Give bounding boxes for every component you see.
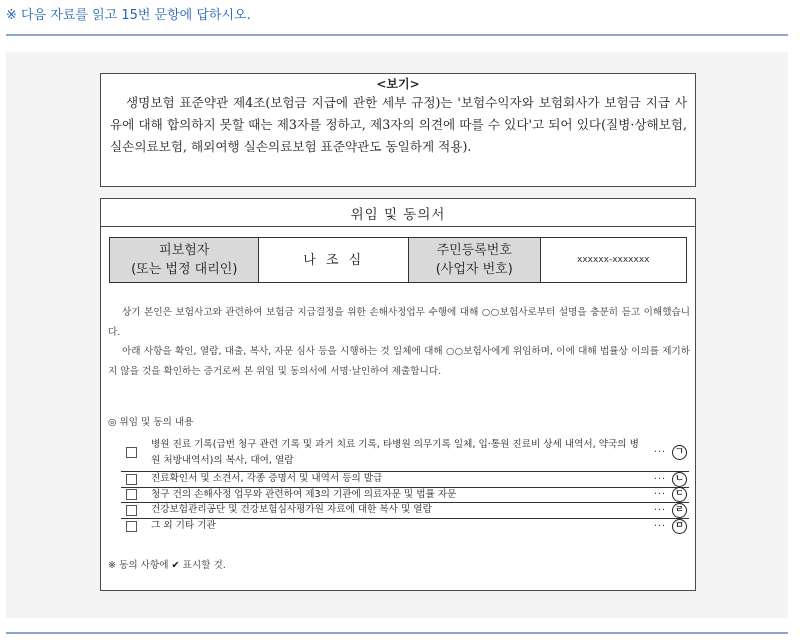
boki-box	[100, 73, 696, 187]
insured-label-cell	[110, 238, 259, 282]
consent-item-2	[121, 472, 689, 488]
statement-paragraph-1: 상기 본인은 보험사고와 관련하여 보험금 지급결정을 위한 손해사정업무 수행에 대해 ○○보험사로부터 설명을 충분히 듣고 이해했습니다.	[108, 307, 690, 338]
footnote-prefix: ※ 동의 사항에	[108, 560, 169, 571]
leader-dots: ···	[653, 473, 666, 485]
insured-label-sub: (또는 법정 대리인)	[131, 262, 238, 277]
consent-checkbox-1[interactable]	[126, 447, 137, 458]
consent-checkbox-4[interactable]	[126, 505, 137, 516]
circled-symbol-4: ㄹ	[672, 503, 687, 518]
consent-item-2-text: 진료확인서 및 소견서, 각종 증명서 및 내역서 등의 발급	[151, 473, 383, 485]
circled-symbol-2: ㄴ	[672, 472, 687, 487]
items-title: ◎ 위임 및 동의 내용	[108, 417, 194, 428]
circled-symbol-5: ㅁ	[672, 519, 687, 534]
consent-item-3	[121, 488, 689, 504]
statement-paragraph-2: 아래 사항을 확인, 열람, 대출, 복사, 자문 심사 등을 시행하는 것 일체에 대해 ○○보험사에게 위임하며, 이에 대해 법률상 이의를 제기하지 않을 것을 확인하는 증거로써 본 위임 및 동의서에 서명·날인하여 제출합니다.	[108, 346, 690, 377]
consent-checkbox-2[interactable]	[126, 474, 137, 485]
leader-dots: ···	[653, 489, 666, 501]
checkmark-icon: ✔	[171, 560, 180, 571]
consent-item-5-marker	[643, 519, 689, 534]
consent-item-4-text: 건강보험관리공단 및 건강보험심사평가원 자료에 대한 복사 및 열람	[151, 504, 432, 516]
consent-checkbox-5[interactable]	[126, 521, 137, 532]
insured-name-cell	[259, 238, 408, 282]
top-divider	[6, 34, 788, 36]
consent-item-1	[121, 434, 689, 472]
consent-title: 위임 및 동의서	[350, 207, 446, 223]
consent-item-3-marker	[643, 487, 689, 502]
consent-title-divider	[101, 226, 695, 227]
leader-dots: ···	[653, 447, 666, 458]
instruction-text: ※ 다음 자료를 읽고 15번 문항에 답하시오.	[6, 8, 251, 23]
consent-item-1-text: 병원 진료 기록(급번 청구 관련 기록 및 과거 치료 기록, 타병원 의무기록 일체, 입·통원 진료비 상세 내역서, 약국의 병원 처방내역서)의 복사, 대여, 열람	[151, 438, 639, 466]
consent-item-4-marker	[643, 503, 689, 518]
id-number-label: 주민등록번호	[436, 243, 512, 258]
consent-item-5	[121, 519, 689, 535]
consent-item-2-marker	[643, 472, 689, 487]
consent-items-list	[121, 434, 689, 534]
boki-title: <보기>	[376, 77, 420, 91]
footnote	[108, 557, 226, 571]
footnote-suffix: 표시할 것.	[182, 560, 226, 571]
consent-item-4	[121, 503, 689, 519]
consent-item-1-marker	[643, 445, 689, 460]
consent-statement	[108, 303, 690, 381]
leader-dots: ···	[653, 520, 666, 532]
insured-info-table	[109, 237, 687, 283]
circled-symbol-3: ㄷ	[672, 487, 687, 502]
leader-dots: ···	[653, 504, 666, 516]
insured-label: 피보험자	[159, 243, 210, 258]
id-number-label-sub: (사업자 번호)	[435, 262, 513, 277]
id-number-cell	[541, 238, 686, 282]
consent-checkbox-3[interactable]	[126, 489, 137, 500]
consent-form	[100, 198, 696, 591]
id-number-value: xxxxxx-xxxxxxx	[577, 254, 650, 265]
consent-item-3-text: 청구 건의 손해사정 업무와 관련하여 제3의 기관에 의료자문 및 법률 자문	[151, 488, 457, 500]
insured-name: 나 조 심	[303, 252, 365, 268]
boki-text: 생명보험 표준약관 제4조(보험금 지급에 관한 세부 규정)는 '보험수익자와 보험회사가 보험금 지급 사유에 대해 합의하지 못할 때는 제3자를 정하고, 제3자의 의견에 따를 수 있다'고 되어 있다(질병·상해보험, 실손의료보험, 해외여행 실손의료보험 표준약관도 동일하게 적용).	[110, 95, 687, 154]
id-number-label-cell	[409, 238, 541, 282]
circled-symbol-1: ㄱ	[672, 445, 687, 460]
consent-item-5-text: 그 외 기타 기관	[151, 520, 216, 532]
bottom-divider	[6, 632, 788, 634]
